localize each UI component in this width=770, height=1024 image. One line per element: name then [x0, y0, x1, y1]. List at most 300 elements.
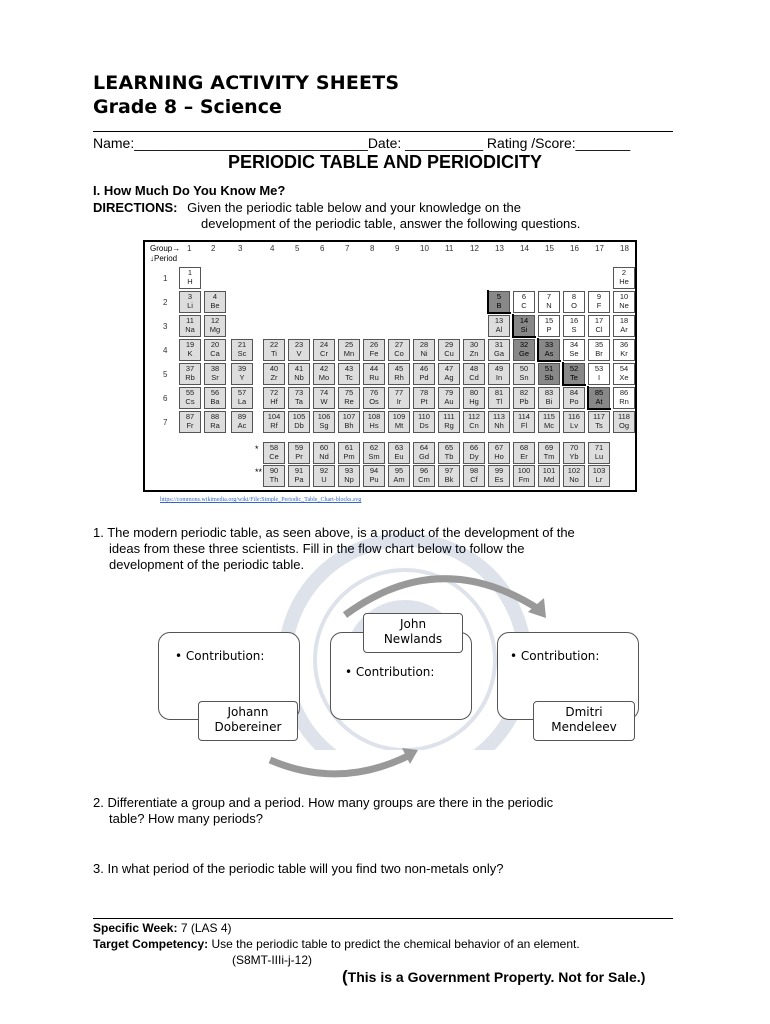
element-symbol: Es — [494, 475, 504, 484]
atomic-number: 92 — [319, 466, 329, 475]
element-yb — [563, 442, 585, 464]
element-symbol: Tb — [444, 452, 454, 461]
atomic-number: 113 — [493, 412, 505, 421]
element-symbol: Kr — [620, 349, 628, 358]
element-rb — [179, 363, 201, 385]
atomic-number: 2 — [621, 268, 627, 277]
element-symbol: Au — [444, 397, 454, 406]
atomic-number: 41 — [294, 364, 304, 373]
atomic-number: 8 — [571, 292, 577, 301]
source-link[interactable]: https://commons.wikimedia.org/wiki/File:Simple_Periodic_Table_Chart-blocks.svg — [160, 497, 362, 503]
atomic-number: 118 — [618, 412, 630, 421]
element-cf — [463, 465, 485, 487]
element-hs — [363, 411, 385, 433]
element-ag — [438, 363, 460, 385]
atomic-number: 74 — [319, 388, 329, 397]
element-symbol: As — [544, 349, 554, 358]
atomic-number: 59 — [294, 443, 304, 452]
element-si — [513, 315, 535, 337]
element-symbol: Cf — [470, 475, 478, 484]
element-symbol: Tm — [543, 452, 555, 461]
element-nb — [288, 363, 310, 385]
element-symbol: S — [571, 325, 577, 334]
group-number-13: 13 — [495, 244, 504, 253]
element-be — [204, 291, 226, 313]
element-symbol: Ac — [237, 421, 247, 430]
atomic-number: 29 — [444, 340, 454, 349]
element-s — [563, 315, 585, 337]
directions-text-2: development of the periodic table, answer the following questions. — [201, 216, 581, 231]
atomic-number: 76 — [369, 388, 379, 397]
contribution-label: • Contribution: — [345, 665, 435, 679]
element-sg — [313, 411, 335, 433]
atomic-number: 88 — [210, 412, 220, 421]
element-symbol: Lv — [570, 421, 578, 430]
element-rf — [263, 411, 285, 433]
atomic-number: 42 — [319, 364, 329, 373]
element-symbol: Ra — [210, 421, 220, 430]
element-symbol: Hg — [469, 397, 479, 406]
element-symbol: Y — [239, 373, 245, 382]
period-number-5: 5 — [163, 370, 168, 379]
atomic-number: 4 — [212, 292, 218, 301]
element-symbol: Pa — [294, 475, 304, 484]
element-symbol: Re — [344, 397, 354, 406]
element-symbol: No — [569, 475, 579, 484]
element-symbol: Xe — [619, 373, 629, 382]
element-symbol: Th — [269, 475, 279, 484]
question-1-line-3: development of the periodic table. — [109, 557, 305, 572]
scientist-dobereiner: Johann Dobereiner — [198, 701, 298, 741]
atomic-number: 115 — [543, 412, 555, 421]
element-co — [388, 339, 410, 361]
element-po — [563, 387, 585, 409]
element-symbol: I — [597, 373, 601, 382]
atomic-number: 52 — [569, 364, 579, 373]
element-u — [313, 465, 335, 487]
atomic-number: 14 — [519, 316, 529, 325]
element-symbol: Cm — [418, 475, 430, 484]
element-ac — [231, 411, 253, 433]
element-ts — [588, 411, 610, 433]
element-symbol: O — [571, 301, 577, 310]
element-symbol: Ge — [518, 349, 529, 358]
element-symbol: P — [546, 325, 552, 334]
group-number-16: 16 — [570, 244, 579, 253]
scientist-newlands: John Newlands — [363, 613, 463, 653]
atomic-number: 32 — [519, 340, 529, 349]
element-symbol: V — [296, 349, 302, 358]
atomic-number: 47 — [444, 364, 454, 373]
element-symbol: Ce — [269, 452, 279, 461]
element-symbol: Rh — [394, 373, 404, 382]
page-title: PERIODIC TABLE AND PERIODICITY — [227, 152, 542, 172]
directions-label: DIRECTIONS: — [93, 200, 178, 215]
element-zr — [263, 363, 285, 385]
element-fl — [513, 411, 535, 433]
element-symbol: Mg — [209, 325, 221, 334]
element-fm — [513, 465, 535, 487]
government-property-notice: (This is a Government Property. Not for Sale.) — [342, 967, 646, 986]
element-symbol: Rn — [619, 397, 629, 406]
element-symbol: Gd — [418, 452, 429, 461]
element-mc — [538, 411, 560, 433]
atomic-number: 44 — [369, 364, 379, 373]
element-se — [563, 339, 585, 361]
element-symbol: Pt — [420, 397, 428, 406]
element-hg — [463, 387, 485, 409]
directions-text-1: Given the periodic table below and your knowledge on the — [187, 200, 522, 215]
element-ds — [413, 411, 435, 433]
atomic-number: 67 — [494, 443, 504, 452]
atomic-number: 114 — [518, 412, 530, 421]
element-symbol: Db — [294, 421, 304, 430]
element-symbol: Sg — [319, 421, 329, 430]
atomic-number: 93 — [344, 466, 354, 475]
atomic-number: 40 — [269, 364, 279, 373]
element-sn — [513, 363, 535, 385]
element-zn — [463, 339, 485, 361]
element-sr — [204, 363, 226, 385]
atomic-number: 109 — [392, 412, 406, 421]
element-bh — [338, 411, 360, 433]
element-symbol: Te — [570, 373, 578, 382]
element-nh — [488, 411, 510, 433]
element-mt — [388, 411, 410, 433]
element-th — [263, 465, 285, 487]
element-symbol: Dy — [469, 452, 479, 461]
element-symbol: Mn — [343, 349, 355, 358]
atomic-number: 28 — [419, 340, 429, 349]
atomic-number: 96 — [419, 466, 429, 475]
element-symbol: Ne — [619, 301, 629, 310]
element-symbol: Co — [394, 349, 404, 358]
element-er — [513, 442, 535, 464]
element-symbol: Tc — [345, 373, 353, 382]
question-1-line-1: 1. The modern periodic table, as seen above, is a product of the development of the — [93, 525, 575, 540]
element-br — [588, 339, 610, 361]
atomic-number: 72 — [269, 388, 279, 397]
period-number-1: 1 — [163, 274, 168, 283]
element-np — [338, 465, 360, 487]
element-ni — [413, 339, 435, 361]
atomic-number: 79 — [444, 388, 454, 397]
atomic-number: 26 — [369, 340, 379, 349]
element-symbol: Br — [595, 349, 603, 358]
atomic-number: 82 — [519, 388, 529, 397]
element-gd — [413, 442, 435, 464]
atomic-number: 37 — [185, 364, 195, 373]
element-dy — [463, 442, 485, 464]
element-li — [179, 291, 201, 313]
element-tm — [538, 442, 560, 464]
atomic-number: 106 — [317, 412, 331, 421]
atomic-number: 58 — [269, 443, 279, 452]
atomic-number: 23 — [294, 340, 304, 349]
atomic-number: 46 — [419, 364, 429, 373]
atomic-number: 18 — [619, 316, 629, 325]
element-symbol: Ta — [295, 397, 303, 406]
atomic-number: 24 — [319, 340, 329, 349]
atomic-number: 103 — [592, 466, 606, 475]
atomic-number: 101 — [542, 466, 556, 475]
element-symbol: He — [619, 277, 629, 286]
element-f — [588, 291, 610, 313]
element-symbol: Se — [569, 349, 579, 358]
element-symbol: Cd — [469, 373, 479, 382]
atomic-number: 30 — [469, 340, 479, 349]
atomic-number: 97 — [444, 466, 454, 475]
element-symbol: Sb — [544, 373, 554, 382]
element-symbol: Ir — [396, 397, 402, 406]
element-symbol: Cs — [185, 397, 195, 406]
group-number-6: 6 — [320, 244, 325, 253]
group-number-5: 5 — [295, 244, 300, 253]
element-symbol: N — [546, 301, 552, 310]
atomic-number: 7 — [546, 292, 552, 301]
element-os — [363, 387, 385, 409]
element-symbol: Zn — [469, 349, 479, 358]
atomic-number: 112 — [468, 412, 480, 421]
element-bk — [438, 465, 460, 487]
atomic-number: 105 — [292, 412, 306, 421]
element-ar — [613, 315, 635, 337]
element-symbol: Hs — [369, 421, 379, 430]
element-symbol: At — [595, 397, 603, 406]
atomic-number: 51 — [544, 364, 554, 373]
element-w — [313, 387, 335, 409]
contribution-label: • Contribution: — [175, 649, 265, 663]
atomic-number: 87 — [185, 412, 195, 421]
atomic-number: 63 — [394, 443, 404, 452]
grade-subject: Grade 8 – Science — [93, 96, 282, 118]
atomic-number: 43 — [344, 364, 354, 373]
element-symbol: K — [187, 349, 193, 358]
element-symbol: Ti — [271, 349, 277, 358]
atomic-number: 45 — [394, 364, 404, 373]
period-number-6: 6 — [163, 394, 168, 403]
element-lr — [588, 465, 610, 487]
group-number-10: 10 — [420, 244, 429, 253]
atomic-number: 71 — [594, 443, 604, 452]
element-ti — [263, 339, 285, 361]
element-k — [179, 339, 201, 361]
atomic-number: 54 — [619, 364, 629, 373]
atomic-number: 62 — [369, 443, 379, 452]
atomic-number: 38 — [210, 364, 220, 373]
atomic-number: 65 — [444, 443, 454, 452]
element-cn — [463, 411, 485, 433]
atomic-number: 83 — [544, 388, 554, 397]
element-symbol: Cn — [469, 421, 479, 430]
atomic-number: 33 — [544, 340, 554, 349]
atomic-number: 66 — [469, 443, 479, 452]
element-fe — [363, 339, 385, 361]
atomic-number: 35 — [594, 340, 604, 349]
element-symbol: Ni — [420, 349, 428, 358]
footer-divider — [93, 918, 673, 919]
atomic-number: 64 — [419, 443, 429, 452]
atomic-number: 90 — [269, 466, 279, 475]
atomic-number: 107 — [342, 412, 356, 421]
group-number-15: 15 — [545, 244, 554, 253]
element-tl — [488, 387, 510, 409]
element-symbol: U — [321, 475, 327, 484]
element-nd — [313, 442, 335, 464]
element-mo — [313, 363, 335, 385]
element-ce — [263, 442, 285, 464]
element-symbol: Be — [210, 301, 220, 310]
element-symbol: Am — [393, 475, 405, 484]
element-symbol: B — [496, 301, 502, 310]
element-symbol: Si — [520, 325, 528, 334]
element-ra — [204, 411, 226, 433]
periodic-table — [143, 240, 637, 492]
target-competency — [93, 937, 580, 951]
element-symbol: Lu — [594, 452, 604, 461]
atomic-number: 61 — [344, 443, 354, 452]
element-symbol: F — [596, 301, 602, 310]
directions — [93, 200, 521, 215]
question-3 — [93, 861, 503, 877]
element-lv — [563, 411, 585, 433]
atomic-number: 15 — [544, 316, 554, 325]
element-symbol: Nd — [319, 452, 329, 461]
element-symbol: Fe — [369, 349, 379, 358]
atomic-number: 78 — [419, 388, 429, 397]
element-re — [338, 387, 360, 409]
atomic-number: 5 — [496, 292, 502, 301]
atomic-number: 21 — [237, 340, 247, 349]
element-sm — [363, 442, 385, 464]
atomic-number: 94 — [369, 466, 379, 475]
element-n — [538, 291, 560, 313]
group-number-1: 1 — [187, 244, 192, 253]
element-i — [588, 363, 610, 385]
element-symbol: Po — [569, 397, 579, 406]
atomic-number: 6 — [521, 292, 527, 301]
element-ta — [288, 387, 310, 409]
element-rh — [388, 363, 410, 385]
element-no — [563, 465, 585, 487]
element-symbol: Ar — [620, 325, 628, 334]
element-symbol: Fm — [518, 475, 530, 484]
atomic-number: 25 — [344, 340, 354, 349]
element-symbol: Ts — [595, 421, 603, 430]
element-symbol: Sr — [211, 373, 219, 382]
element-am — [388, 465, 410, 487]
element-rn — [613, 387, 635, 409]
element-symbol: Cu — [444, 349, 454, 358]
element-symbol: Pd — [419, 373, 429, 382]
element-ge — [513, 339, 535, 361]
group-number-9: 9 — [395, 244, 400, 253]
atomic-number: 95 — [394, 466, 404, 475]
atomic-number: 85 — [594, 388, 604, 397]
element-symbol: Sm — [368, 452, 380, 461]
week-value: 7 (LAS 4) — [180, 921, 232, 935]
element-al — [488, 315, 510, 337]
atomic-number: 102 — [567, 466, 581, 475]
element-v — [288, 339, 310, 361]
element-symbol: Ho — [494, 452, 504, 461]
element-na — [179, 315, 201, 337]
element-symbol: Os — [369, 397, 379, 406]
group-number-12: 12 — [470, 244, 479, 253]
atomic-number: 84 — [569, 388, 579, 397]
element-c — [513, 291, 535, 313]
element-pu — [363, 465, 385, 487]
element-ga — [488, 339, 510, 361]
element-symbol: Rb — [185, 373, 195, 382]
element-symbol: Ga — [493, 349, 504, 358]
element-symbol: Nh — [494, 421, 504, 430]
element-ho — [488, 442, 510, 464]
element-symbol: Np — [344, 475, 354, 484]
element-mn — [338, 339, 360, 361]
header-divider — [93, 131, 673, 132]
element-rg — [438, 411, 460, 433]
element-symbol: La — [237, 397, 247, 406]
atomic-number: 100 — [517, 466, 531, 475]
element-symbol: Sn — [519, 373, 529, 382]
period-number-2: 2 — [163, 298, 168, 307]
element-au — [438, 387, 460, 409]
group-number-17: 17 — [595, 244, 604, 253]
element-ca — [204, 339, 226, 361]
element-symbol: C — [521, 301, 527, 310]
element-tb — [438, 442, 460, 464]
lanthanide-marker: * — [255, 444, 259, 454]
atomic-number: 48 — [469, 364, 479, 373]
atomic-number: 27 — [394, 340, 404, 349]
atomic-number: 98 — [469, 466, 479, 475]
element-kr — [613, 339, 635, 361]
element-sc — [231, 339, 253, 361]
scientist-mendeleev: Dmitri Mendeleev — [533, 701, 635, 741]
element-symbol: Bk — [444, 475, 454, 484]
group-number-8: 8 — [370, 244, 375, 253]
question-1-line-2: ideas from these three scientists. Fill in the flow chart below to follow the — [109, 541, 525, 556]
atomic-number: 16 — [569, 316, 579, 325]
element-bi — [538, 387, 560, 409]
element-cu — [438, 339, 460, 361]
element-tc — [338, 363, 360, 385]
element-eu — [388, 442, 410, 464]
atomic-number: 104 — [267, 412, 281, 421]
group-axis-label: Group→ — [150, 244, 181, 253]
atomic-number: 86 — [619, 388, 629, 397]
element-symbol: Nb — [294, 373, 304, 382]
element-at — [588, 387, 610, 409]
element-pa — [288, 465, 310, 487]
element-symbol: Pm — [343, 452, 355, 461]
atomic-number: 1 — [187, 268, 193, 277]
element-symbol: Rf — [270, 421, 278, 430]
element-pm — [338, 442, 360, 464]
period-number-4: 4 — [163, 346, 168, 355]
element-symbol: Fr — [186, 421, 194, 430]
element-symbol: Er — [520, 452, 528, 461]
element-og — [613, 411, 635, 433]
atomic-number: 12 — [210, 316, 220, 325]
group-number-18: 18 — [620, 244, 629, 253]
element-symbol: Sc — [237, 349, 247, 358]
element-y — [231, 363, 253, 385]
atomic-number: 10 — [619, 292, 629, 301]
element-symbol: Mc — [544, 421, 554, 430]
group-number-11: 11 — [445, 244, 454, 253]
